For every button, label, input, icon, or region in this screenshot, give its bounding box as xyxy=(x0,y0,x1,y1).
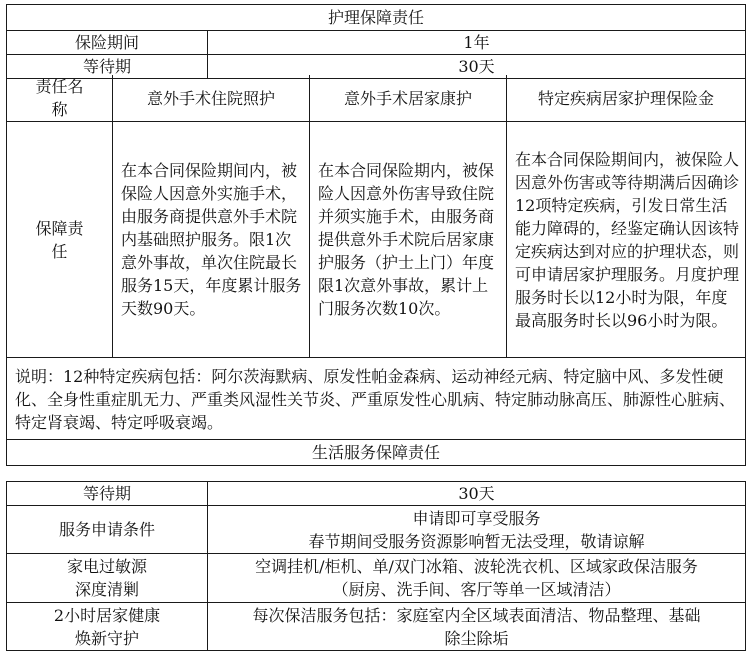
coverage-cell-1: 在本合同保险期间内，被保险人因意外实施手术，由服务商提供意外手术院内基础照护服务。限1次意外事故，单次住院最长服务15天，年度累计服务天数90天。 xyxy=(113,122,310,358)
condition-row xyxy=(7,506,746,554)
appliance-line-1: 空调挂机/柜机、单/双门冰箱、波轮洗衣机、区域家政保洁服务 xyxy=(255,557,698,576)
home-line-1: 每次保洁服务包括：家庭室内全区域表面清洁、物品整理、基础 xyxy=(252,605,701,625)
home-label xyxy=(7,603,208,651)
resp-head-grid xyxy=(7,75,746,122)
resp-name-label-cell: 责任名称 xyxy=(7,75,113,122)
life-section-title: 生活服务保障责任 xyxy=(7,440,746,466)
top-waiting-label: 等待期 xyxy=(7,55,208,79)
condition-line-2: 春节期间受服务资源影响暂无法受理，敬请谅解 xyxy=(308,531,645,551)
home-label-line-2: 焕新守护 xyxy=(74,628,139,648)
top-period-label: 保险期间 xyxy=(7,31,208,55)
home-cell xyxy=(208,603,746,651)
coverage-grid xyxy=(7,122,746,358)
resp-name-cell-2: 意外手术居家康护 xyxy=(310,75,507,122)
home-line-2: 除尘除垢 xyxy=(444,628,509,648)
condition-label: 服务申请条件 xyxy=(7,506,208,554)
coverage-label-cell: 保障责任 xyxy=(7,122,113,358)
appliance-label-line-1: 家电过敏源 xyxy=(66,557,147,576)
condition-line-1: 申请即可享受服务 xyxy=(412,508,541,528)
coverage-cell-3: 在本合同保险期间内，被保险人因意外伤害或等待期满后因确诊12项特定疾病，引发日常生活能力障碍的，经鉴定确认因该特定疾病达到对应的护理状态，则可申请居家护理服务。月度护理服务时长以12小时为限，年度最高服务时长以96小时为限。 xyxy=(507,122,746,358)
resp-name-cell-3: 特定疾病居家护理保险金 xyxy=(507,75,746,122)
life-title-row xyxy=(7,440,746,466)
life-waiting-row xyxy=(7,482,746,506)
top-rows xyxy=(6,4,746,79)
life-waiting-label: 等待期 xyxy=(7,482,208,506)
disease-note: 说明：12种特定疾病包括：阿尔茨海默病、原发性帕金森病、运动神经元病、特定脑中风、多发性硬化、全身性重症肌无力、严重类风湿性关节炎、严重原发性心肌病、特定肺动脉高压、肺源性心脏病、特定肾衰竭、特定呼吸衰竭。 xyxy=(7,358,746,440)
resp-name-cell-1: 意外手术住院照护 xyxy=(113,75,310,122)
condition-cell xyxy=(208,506,746,554)
home-label-line-1: 2小时居家健康 xyxy=(53,605,161,625)
appliance-label-line-2: 深度清剿 xyxy=(74,580,139,599)
home-row xyxy=(7,603,746,651)
life-table xyxy=(6,481,746,651)
top-title: 护理保障责任 xyxy=(7,5,746,31)
appliance-line-2: （厨房、洗手间、客厅等单一区域清洁） xyxy=(332,580,621,599)
appliance-row xyxy=(7,554,746,603)
top-period-value: 1年 xyxy=(208,31,746,55)
life-waiting-value: 30天 xyxy=(208,482,746,506)
note-row xyxy=(7,358,746,440)
coverage-cell-2: 在本合同保险期内，被保险人因意外伤害导致住院并须实施手术，由服务商提供意外手术院后居家康护服务（护士上门）年度限1次意外事故，累计上门服务次数10次。 xyxy=(310,122,507,358)
appliance-label xyxy=(7,554,208,603)
top-waiting-value: 30天 xyxy=(208,55,746,79)
appliance-cell xyxy=(208,554,746,603)
